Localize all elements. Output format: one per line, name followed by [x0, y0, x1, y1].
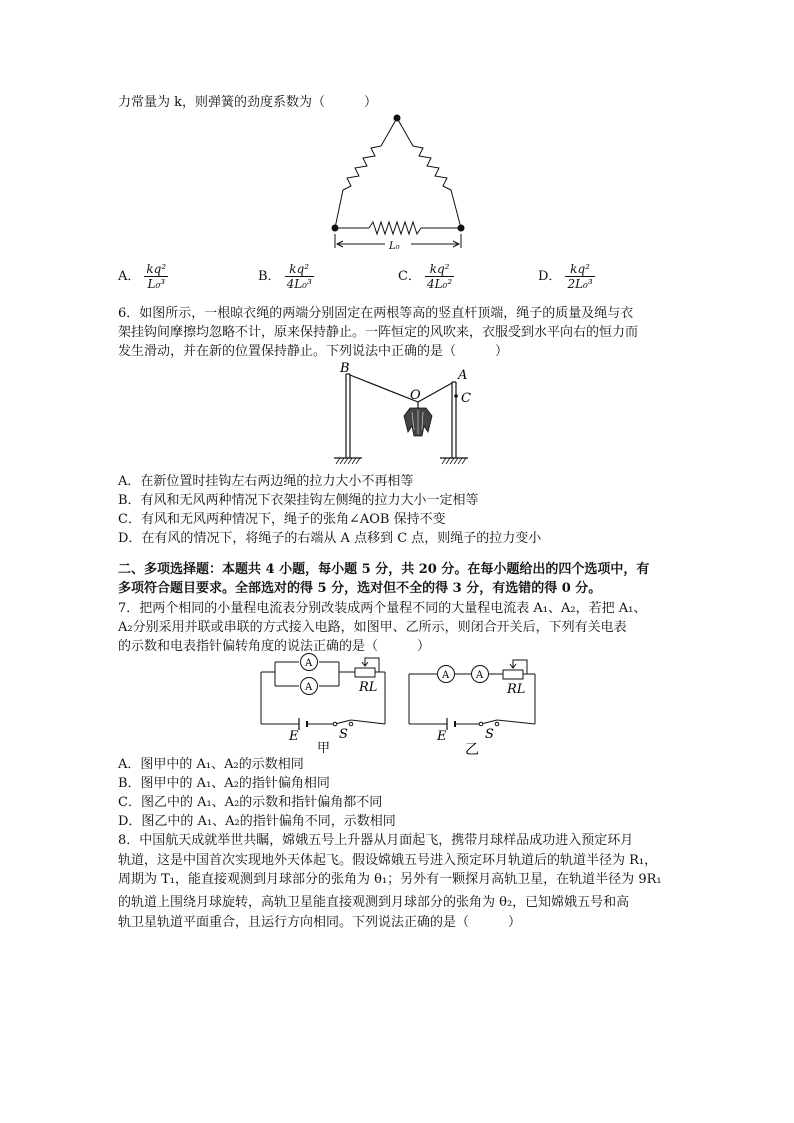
- switch-label: S: [485, 727, 494, 742]
- q6-stem-line-3: 发生滑动，并在新的位置保持静止。下列说法中正确的是（ ）: [118, 344, 509, 359]
- q6-stem-line-1: 6．如图所示，一根晾衣绳的两端分别固定在两根等高的竖直杆顶端，绳子的质量及绳与衣: [118, 306, 634, 321]
- q8-stem-line-5: 轨卫星轨道平面重合，且运行方向相同。下列说法正确的是（ ）: [118, 915, 522, 930]
- q5-stem-tail: 力常量为 k，则弹簧的劲度系数为（ ）: [118, 95, 378, 110]
- rheostat-label: RL: [507, 682, 526, 697]
- battery-label: E: [289, 729, 299, 744]
- circuit-jia-caption: 甲: [317, 741, 331, 756]
- q5-option-b[interactable]: B． $\frac{\text{kq²}}{\text{4L₀³}}$: [258, 262, 312, 291]
- circuit-yi-caption: 乙: [465, 742, 479, 756]
- label-o: O: [410, 388, 421, 403]
- ammeter-a2-label: A: [476, 670, 484, 681]
- q7-option-b[interactable]: B．图甲中的 A₁、A₂的指针偏角相同: [118, 776, 330, 791]
- label-c: C: [461, 391, 471, 406]
- q7-option-a[interactable]: A．图甲中的 A₁、A₂的示数相同: [118, 757, 304, 772]
- q7-stem-line-2: A₂分别采用并联或串联的方式接入电路，如图甲、乙所示，则闭合开关后，下列有关电表: [118, 620, 627, 635]
- section2-heading-line-2: 多项符合题目要求。全部选对的得 5 分，选对但不全的得 3 分，有选错的得 0 分。: [118, 581, 602, 596]
- q5-option-c[interactable]: C． $\frac{\text{kq²}}{\text{4L₀²}}$: [398, 262, 453, 291]
- q8-stem-line-4: 的轨道上围绕月球旋转，高轨卫星能直接观测到月球部分的张角为 θ₂，已知嫦娥五号和高: [118, 895, 630, 910]
- label-a: A: [458, 368, 468, 383]
- q7-circuit-yi-figure: [405, 650, 545, 756]
- q5-option-a[interactable]: A． $\frac{\text{kq²}}{\text{L₀³}}$: [118, 262, 167, 291]
- q7-option-d[interactable]: D．图乙中的 A₁、A₂的指针偏角不同，示数相同: [118, 814, 396, 829]
- length-label: L₀: [389, 241, 400, 252]
- section2-heading-line-1: 二、多项选择题：本题共 4 小题，每小题 5 分，共 20 分。在每小题给出的四个选项中，有: [118, 562, 650, 577]
- q8-stem-line-1: 8．中国航天成就举世共瞩，嫦娥五号上升器从月面起飞，携带月球样品成功进入预定环月: [118, 833, 634, 848]
- q5-option-d[interactable]: D． $\frac{\text{kq²}}{\text{2L₀³}}$: [538, 262, 593, 291]
- ammeter-a1-label: A: [305, 658, 313, 669]
- q5-spring-triangle-figure: [325, 108, 475, 258]
- q6-option-d[interactable]: D．在有风的情况下，将绳子的右端从 A 点移到 C 点，则绳子的拉力变小: [118, 531, 542, 546]
- label-b: B: [340, 361, 350, 376]
- q6-clothesline-figure: [330, 360, 480, 468]
- q6-option-a[interactable]: A．在新位置时挂钩左右两边绳的拉力大小不再相等: [118, 474, 414, 489]
- battery-label: E: [437, 729, 447, 744]
- q7-stem-line-3: 的示数和电表指针偏转角度的说法正确的是（ ）: [118, 639, 431, 654]
- q7-stem-line-1: 7．把两个相同的小量程电流表分别改装成两个量程不同的大量程电流表 A₁、A₂，若把 A₁、: [118, 601, 647, 616]
- ammeter-a2-label: A: [305, 682, 313, 693]
- q8-stem-line-2: 轨道，这是中国首次实现地外天体起飞。假设嫦娥五号进入预定环月轨道后的轨道半径为 R₁，: [118, 853, 658, 868]
- ammeter-a1-label: A: [442, 670, 450, 681]
- q7-option-c[interactable]: C．图乙中的 A₁、A₂的示数和指针偏角都不同: [118, 795, 383, 810]
- switch-label: S: [339, 727, 348, 742]
- q6-option-b[interactable]: B．有风和无风两种情况下衣架挂钩左侧绳的拉力大小一定相等: [118, 493, 479, 508]
- q8-stem-line-3: 周期为 T₁，能直接观测到月球部分的张角为 θ₁；另外有一颗探月高轨卫星，在轨道半径为 9R₁: [118, 872, 662, 887]
- q6-stem-line-2: 架挂钩间摩擦均忽略不计，原来保持静止。一阵恒定的风吹来，衣服受到水平向右的恒力而: [118, 325, 639, 340]
- q6-option-c[interactable]: C．有风和无风两种情况下，绳子的张角∠AOB 保持不变: [118, 512, 446, 527]
- rheostat-label: RL: [359, 680, 378, 695]
- q7-circuit-jia-figure: [255, 650, 395, 756]
